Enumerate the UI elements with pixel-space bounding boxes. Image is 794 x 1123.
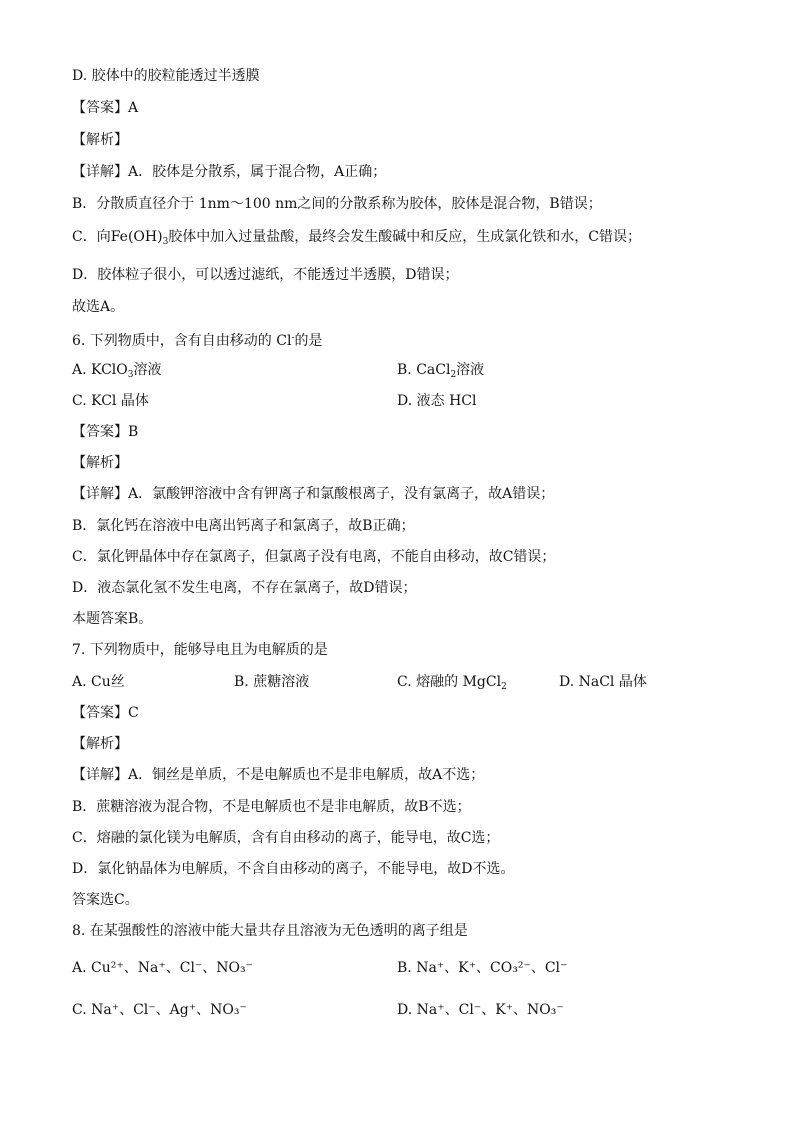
q5-detail-c-line (72, 228, 641, 251)
q7-option-d: D. NaCl 晶体 (559, 674, 647, 690)
q6-answer-line (72, 423, 138, 441)
q8-option-b: B. Na⁺、K⁺、CO₃²⁻、Cl⁻ (397, 960, 568, 976)
q6-detail-d: D．液态氯化氢不发生电离，不存在氯离子，故D错误； (72, 580, 417, 596)
q6-detail-b: B．氯化钙在溶液中电离出钙离子和氯离子，故B正确； (72, 518, 415, 534)
q7-detail-c: C．熔融的氯化镁为电解质，含有自由移动的离子，能导电，故C选； (72, 830, 500, 846)
q6-opt-a-post: 溶液 (133, 362, 162, 378)
q6-analysis-tag: 【解析】 (72, 455, 128, 471)
q7-detail-a: A．铜丝是单质，不是电解质也不是非电解质，故A不选； (128, 767, 485, 783)
q8-stem: 8. 在某强酸性的溶液中能大量共存且溶液为无色透明的离子组是 (72, 923, 468, 939)
q7-analysis-tag: 【解析】 (72, 736, 128, 752)
q6-opt-b-sub: 2 (450, 370, 457, 380)
detail-tag: 【详解】 (72, 486, 128, 502)
q7-answer: C (128, 705, 139, 721)
q7-conclusion: 答案选C。 (72, 892, 139, 908)
q6-option-d: D. 液态 HCl (397, 393, 477, 409)
detail-tag: 【详解】 (72, 164, 128, 180)
q5-answer-line (72, 99, 138, 117)
q7-answer-line (72, 704, 139, 722)
q6-option-a (72, 361, 162, 384)
q6-opt-b-pre: B. CaCl (397, 362, 451, 378)
q6-opt-b-post: 溶液 (456, 362, 485, 378)
q8-option-d: D. Na⁺、Cl⁻、K⁺、NO₃⁻ (397, 1002, 564, 1018)
q5-detail-c-pre: C．向 (72, 229, 111, 245)
q6-answer: B (128, 424, 139, 440)
q5-formula-main: Fe(OH) (110, 229, 163, 245)
q6-stem-sup: - (291, 333, 295, 343)
answer-tag: 【答案】 (72, 100, 128, 116)
q7-option-c (397, 673, 507, 696)
q5-detail-c-post: 胶体中加入过量盐酸，最终会发生酸碱中和反应，生成氯化铁和水，C错误； (168, 229, 642, 245)
q7-detail-d: D．氯化钠晶体为电解质，不含自由移动的离子，不能导电，故D不选。 (72, 861, 515, 877)
q7-stem: 7. 下列物质中，能够导电且为电解质的是 (72, 642, 328, 658)
q7-opt-c-sub: 2 (501, 682, 507, 692)
q6-detail-a-line (72, 485, 554, 503)
answer-tag: 【答案】 (72, 424, 128, 440)
q5-detail-a: A．胶体是分散系，属于混合物，A正确； (128, 164, 387, 180)
q6-option-b (397, 361, 484, 384)
q5-detail-b: B．分散质直径介于 1nm～100 nm之间的分散系称为胶体，胶体是混合物，B错误； (72, 196, 602, 212)
q6-opt-a-sub: 3 (127, 370, 134, 380)
q6-stem (72, 329, 323, 350)
q7-detail-a-line (72, 766, 484, 784)
q5-detail-a-line (72, 163, 386, 181)
q7-option-b: B. 蔗糖溶液 (234, 674, 310, 690)
q5-option-d: D. 胶体中的胶粒能透过半透膜 (72, 68, 260, 84)
q6-opt-a-pre: A. KClO (72, 362, 128, 378)
q5-answer: A (128, 100, 139, 116)
q5-formula (111, 229, 169, 245)
q5-formula-sub: 3 (162, 237, 169, 247)
q7-opt-c-pre: C. 熔融的 MgCl (397, 674, 502, 690)
q6-stem-pre: 6. 下列物质中，含有自由移动的 Cl (72, 333, 292, 349)
q7-option-a: A. Cu丝 (72, 674, 125, 690)
q6-conclusion: 本题答案B。 (72, 611, 153, 627)
q6-detail-c: C．氯化钾晶体中存在氯离子，但氯离子没有电离，不能自由移动，故C错误； (72, 549, 556, 565)
q8-option-a: A. Cu²⁺、Na⁺、Cl⁻、NO₃⁻ (72, 960, 254, 976)
q6-detail-a: A．氯酸钾溶液中含有钾离子和氯酸根离子，没有氯离子，故A错误； (128, 486, 555, 502)
q5-detail-d: D．胶体粒子很小，可以透过滤纸，不能透过半透膜，D错误； (72, 267, 459, 283)
q6-stem-post: 的是 (294, 333, 323, 349)
q6-option-c: C. KCl 晶体 (72, 393, 149, 409)
q5-analysis-tag: 【解析】 (72, 132, 128, 148)
q5-conclusion: 故选A。 (72, 299, 125, 315)
answer-tag: 【答案】 (72, 705, 128, 721)
q7-detail-b: B．蔗糖溶液为混合物，不是电解质也不是非电解质，故B不选； (72, 799, 471, 815)
detail-tag: 【详解】 (72, 767, 128, 783)
q8-option-c: C. Na⁺、Cl⁻、Ag⁺、NO₃⁻ (72, 1002, 247, 1018)
